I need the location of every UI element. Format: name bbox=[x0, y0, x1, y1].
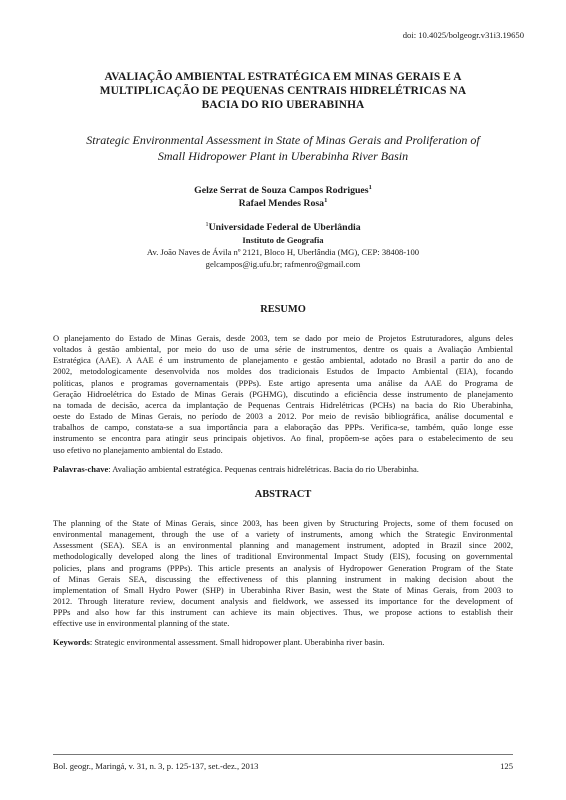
article-title-english bbox=[40, 133, 526, 164]
author-name: Rafael Mendes Rosa bbox=[238, 198, 325, 209]
paragraph-line: 2002, metodologicamente desenvolvida nos moldes dos tradicionais Estudos de Impacto Ambiental (EIA), focando bbox=[53, 366, 513, 377]
paragraph-line: O planejamento do Estado de Minas Gerais, desde 2003, tem se dado por meio de Projetos Estruturadores, alguns deles bbox=[53, 333, 513, 343]
paragraph-line: uso efetivo no planejamento ambiental do Estado. bbox=[53, 444, 223, 455]
author-name: Gelze Serrat de Souza Campos Rodrigues bbox=[194, 185, 369, 196]
paragraph-line: implementation of Small Hydro Power (SHP) in Uberabinha River Basin, west the State of Minas Gerais, from 2003 to bbox=[53, 584, 513, 595]
title-line: Small Hidropower Plant in Uberabinha River Basin bbox=[157, 148, 409, 163]
keywords-label: Keywords bbox=[53, 637, 90, 647]
author-affiliation-mark: 1 bbox=[368, 184, 372, 191]
emails: gelcampos@ig.ufu.br; rafmenro@gmail.com bbox=[205, 259, 361, 269]
paragraph-line: instrumento se encontra para atingir seus principais objetivos. Ao final, propõem-se ações para o estabelecimento de seu bbox=[53, 433, 513, 444]
paragraph-line: oeste do Estado de Minas Gerais, no período de 2003 a 2012. Por meio de revisão bibliográfica, análise documental e bbox=[53, 411, 513, 422]
article-title-portuguese bbox=[50, 70, 516, 112]
palavras-chave bbox=[53, 464, 513, 474]
university-name: Universidade Federal de Uberlândia bbox=[208, 222, 361, 233]
keywords-label: Palavras-chave bbox=[53, 464, 109, 474]
paragraph-line: Estratégica (AAE). A AAE é um instrumento de planejamento e gestão ambiental, adotado no Brasil a partir do ano de bbox=[53, 355, 513, 366]
affiliation bbox=[40, 222, 526, 270]
paragraph-line: policies, plans and programs (PPPs). This article presents an analysis of Hydropower Generation Program of the State bbox=[53, 562, 513, 573]
keywords-text: : Avaliação ambiental estratégica. Pequenas centrais hidrelétricas. Bacia do rio Uberabinha. bbox=[108, 464, 419, 474]
footer-divider bbox=[53, 754, 513, 755]
resumo-heading: RESUMO bbox=[260, 304, 306, 315]
paragraph-line: Assessment (SEA). SEA is an environmental planning and management instrument, adopted in Brazil since 2002, bbox=[53, 540, 513, 551]
paragraph-line: PPPs and also how far this instrument can achieve its main objectives. Thus, we propose actions to establish their bbox=[53, 607, 513, 618]
resumo-body bbox=[53, 333, 513, 456]
author bbox=[40, 184, 526, 197]
paragraph-line: voltados à gestão ambiental, por meio do uso de uma série de instrumentos, dentre os quais a Avaliação Ambiental bbox=[53, 344, 513, 355]
keywords bbox=[53, 637, 513, 647]
title-line: Strategic Environmental Assessment in State of Minas Gerais and Proliferation of bbox=[86, 133, 480, 147]
keywords-text: : Strategic environmental assessment. Small hidropower plant. Uberabinha river basin. bbox=[89, 637, 385, 647]
address: Av. João Naves de Ávila nº 2121, Bloco H, Uberlândia (MG), CEP: 38408-100 bbox=[146, 247, 420, 257]
paragraph-line: políticas, planos e programas governamentais (PPPs). Este artigo apresenta uma análise da AAE do Programa de bbox=[53, 377, 513, 388]
author bbox=[40, 197, 526, 210]
paragraph-line: trabalhos de campo, constata-se a sua importância para a elaboração das PPPs. Verifica-se, também, quão longe esse bbox=[53, 422, 513, 433]
institute: Instituto de Geografia bbox=[242, 235, 324, 245]
title-line: MULTIPLICAÇÃO DE PEQUENAS CENTRAIS HIDRELÉTRICAS NA bbox=[99, 85, 467, 97]
affiliation-mark: 1 bbox=[205, 221, 209, 228]
paragraph-line: 2012. Through literature review, document analysis and fieldwork, we assessed its importance for the development of bbox=[53, 596, 513, 607]
paragraph-line: methodologically developed along the lines of traditional Environmental Impact Study (EIS), focusing on governmental bbox=[53, 551, 513, 562]
title-line: AVALIAÇÃO AMBIENTAL ESTRATÉGICA EM MINAS GERAIS E A bbox=[104, 71, 462, 83]
paragraph-line: The planning of the State of Minas Gerais, since 2003, has been given by Structuring Projects, some of them focused on bbox=[53, 518, 513, 528]
paragraph-line: environmental management, through the use of a variety of instruments, among which the Strategic Environmental bbox=[53, 529, 513, 540]
title-line: BACIA DO RIO UBERABINHA bbox=[201, 99, 365, 111]
paragraph-line: of Minas Gerais SEA, discussing the effectiveness of this planning instrument in making decision about the bbox=[53, 573, 513, 584]
authors bbox=[40, 184, 526, 210]
paragraph-line: effective use in environmental planning of the state. bbox=[53, 618, 230, 629]
page-number: 125 bbox=[500, 761, 513, 771]
university bbox=[40, 222, 526, 234]
footer-citation: Bol. geogr., Maringá, v. 31, n. 3, p. 125-137, set.-dez., 2013 bbox=[53, 761, 259, 771]
doi: doi: 10.4025/bolgeogr.v31i3.19650 bbox=[402, 30, 524, 40]
author-affiliation-mark: 1 bbox=[324, 197, 328, 204]
paragraph-line: na tomada de decisão, acerca da implantação de Pequenas Centrais Hidrelétricas (PCHs) na bacia do Rio Uberabinha, bbox=[53, 399, 513, 410]
abstract-body bbox=[53, 518, 513, 630]
abstract-heading: ABSTRACT bbox=[254, 489, 312, 500]
paragraph-line: Geração Hidroelétrica do Estado de Minas Gerais (PGHMG), discutindo a eficiência desse instrumento de planejamento bbox=[53, 388, 513, 399]
